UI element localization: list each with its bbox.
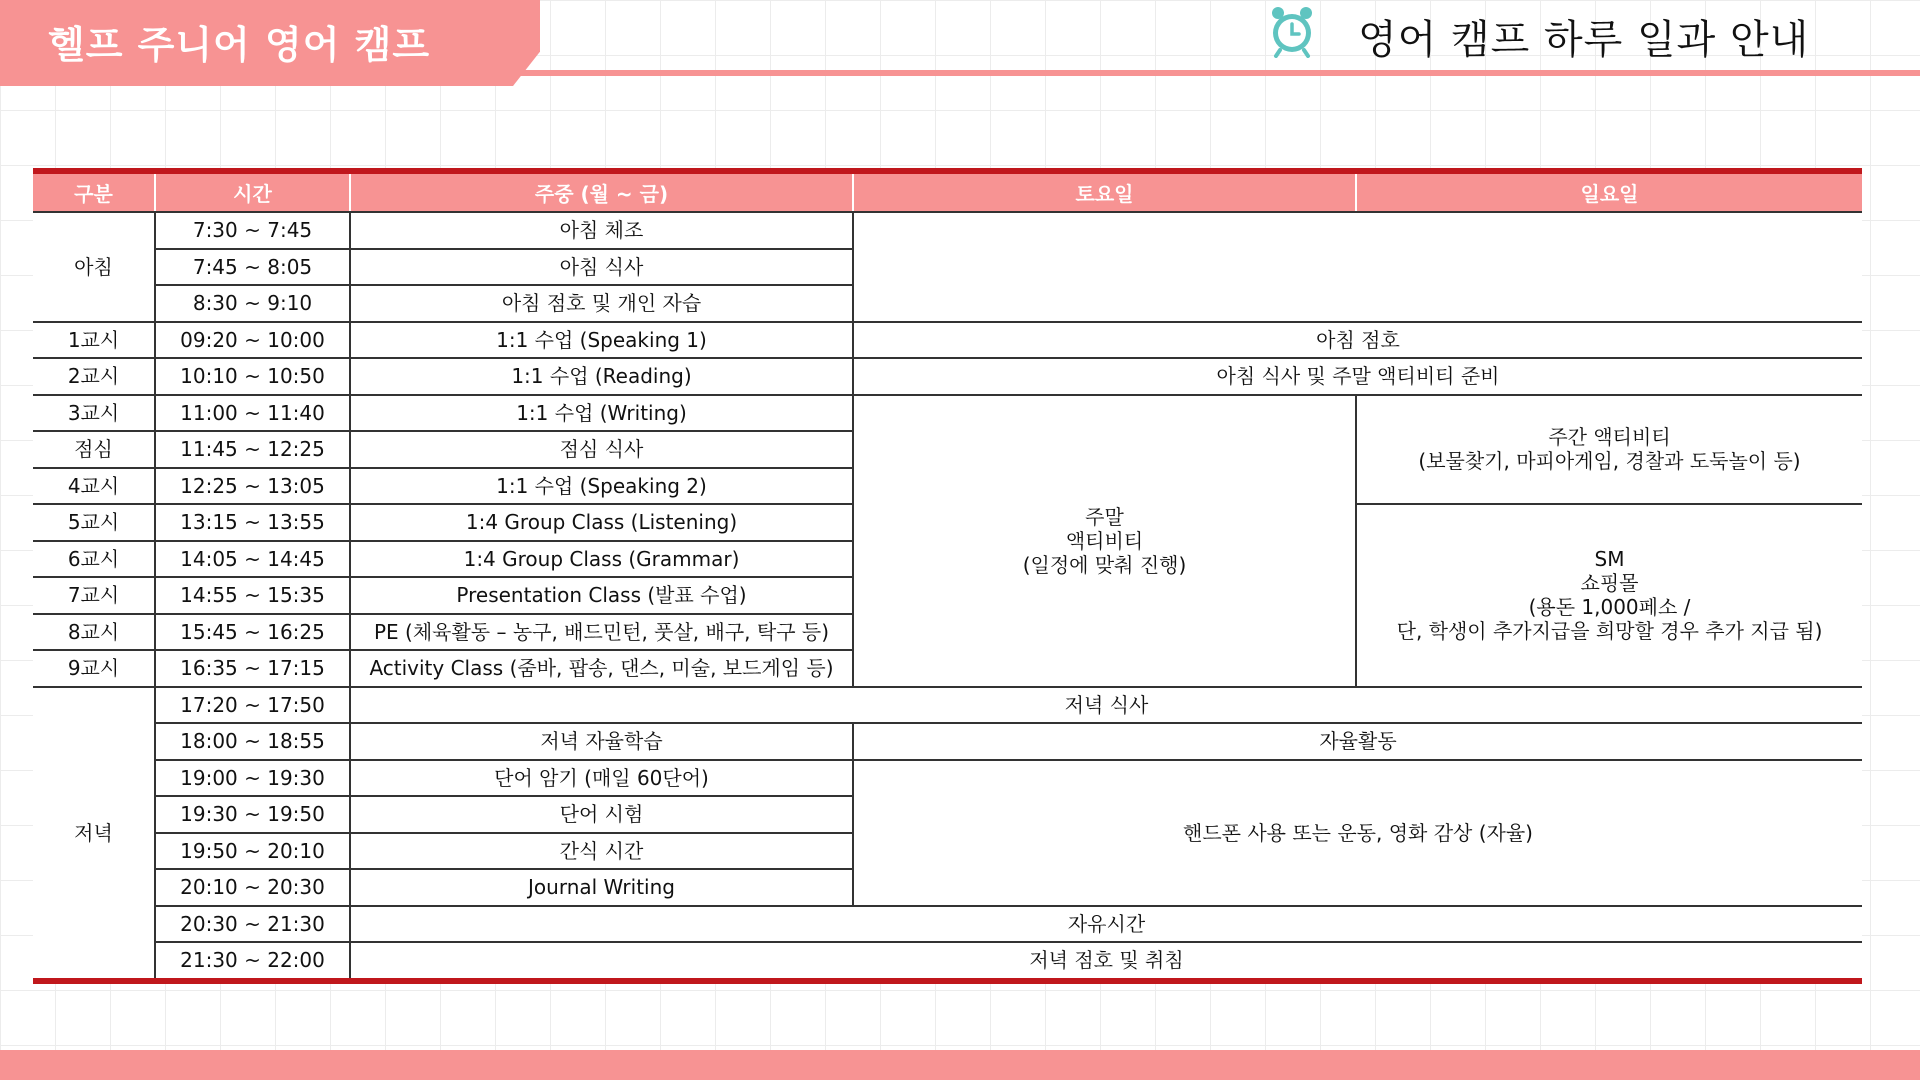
weekday-cell: Presentation Class (발표 수업) xyxy=(350,577,853,614)
period-cell: 8교시 xyxy=(33,614,155,651)
saturday-activity xyxy=(853,395,1356,687)
table-header-row xyxy=(33,171,1862,212)
period-cell: 4교시 xyxy=(33,468,155,505)
period-cell: 6교시 xyxy=(33,541,155,578)
table-row xyxy=(33,322,1862,359)
time-cell: 19:50 ~ 20:10 xyxy=(155,833,350,870)
free-time-cell: 자유시간 xyxy=(350,906,1862,943)
saturday-activity-line: 주말 xyxy=(1085,504,1124,529)
weekday-cell: 아침 점호 및 개인 자습 xyxy=(350,285,853,322)
weekday-cell: 간식 시간 xyxy=(350,833,853,870)
weekend-morning-rollcall: 아침 점호 xyxy=(853,322,1862,359)
sunday-shopping-line: SM xyxy=(1594,547,1625,572)
header-saturday: 토요일 xyxy=(853,171,1356,212)
weekend-phone-time: 핸드폰 사용 또는 운동, 영화 감상 (자율) xyxy=(853,760,1862,906)
table-row xyxy=(33,687,1862,724)
time-cell: 7:45 ~ 8:05 xyxy=(155,249,350,286)
sunday-shopping-line: (용돈 1,000페소 / xyxy=(1528,595,1691,620)
sunday-shopping xyxy=(1356,504,1862,687)
camp-title: 헬프 주니어 영어 캠프 xyxy=(48,23,431,67)
table-row xyxy=(33,760,1862,797)
time-cell: 09:20 ~ 10:00 xyxy=(155,322,350,359)
time-cell: 17:20 ~ 17:50 xyxy=(155,687,350,724)
weekday-cell: 1:1 수업 (Reading) xyxy=(350,358,853,395)
weekday-cell: 1:4 Group Class (Listening) xyxy=(350,504,853,541)
time-cell: 7:30 ~ 7:45 xyxy=(155,212,350,249)
weekday-cell: PE (체육활동 – 농구, 배드민턴, 풋살, 배구, 탁구 등) xyxy=(350,614,853,651)
table-row xyxy=(33,906,1862,943)
header-weekday: 주중 (월 ~ 금) xyxy=(350,171,853,212)
page-title: 영어 캠프 하루 일과 안내 xyxy=(1358,17,1810,63)
time-cell: 21:30 ~ 22:00 xyxy=(155,942,350,981)
alarm-clock-icon xyxy=(1264,2,1320,58)
weekday-cell: 단어 시험 xyxy=(350,796,853,833)
weekday-cell: 아침 체조 xyxy=(350,212,853,249)
weekend-breakfast-prep: 아침 식사 및 주말 액티비티 준비 xyxy=(853,358,1862,395)
period-cell: 2교시 xyxy=(33,358,155,395)
period-cell: 9교시 xyxy=(33,650,155,687)
weekday-cell: 점심 식사 xyxy=(350,431,853,468)
weekday-cell: 저녁 자율학습 xyxy=(350,723,853,760)
header-divider xyxy=(512,70,1920,76)
time-cell: 18:00 ~ 18:55 xyxy=(155,723,350,760)
sunday-activity-line: (보물찾기, 마피아게임, 경찰과 도둑놀이 등) xyxy=(1418,449,1801,474)
weekday-cell: 1:1 수업 (Writing) xyxy=(350,395,853,432)
header-sunday: 일요일 xyxy=(1356,171,1862,212)
weekday-cell: 1:1 수업 (Speaking 2) xyxy=(350,468,853,505)
weekend-morning-empty xyxy=(853,212,1862,322)
time-cell: 20:30 ~ 21:30 xyxy=(155,906,350,943)
weekday-cell: 1:4 Group Class (Grammar) xyxy=(350,541,853,578)
time-cell: 8:30 ~ 9:10 xyxy=(155,285,350,322)
saturday-activity-line: (일정에 맞춰 진행) xyxy=(1022,552,1187,577)
sunday-shopping-line: 단, 학생이 추가지급을 희망할 경우 추가 지급 됨) xyxy=(1396,619,1823,644)
time-cell: 14:05 ~ 14:45 xyxy=(155,541,350,578)
saturday-activity-line: 액티비티 xyxy=(1065,528,1144,553)
group-evening: 저녁 xyxy=(33,687,155,981)
time-cell: 11:00 ~ 11:40 xyxy=(155,395,350,432)
table-row xyxy=(33,723,1862,760)
time-cell: 16:35 ~ 17:15 xyxy=(155,650,350,687)
period-cell: 3교시 xyxy=(33,395,155,432)
table-row xyxy=(33,212,1862,249)
period-cell: 7교시 xyxy=(33,577,155,614)
table-row xyxy=(33,358,1862,395)
table-row xyxy=(33,942,1862,981)
time-cell: 12:25 ~ 13:05 xyxy=(155,468,350,505)
weekday-cell: Journal Writing xyxy=(350,869,853,906)
time-cell: 13:15 ~ 13:55 xyxy=(155,504,350,541)
period-cell: 점심 xyxy=(33,431,155,468)
header-time: 시간 xyxy=(155,171,350,212)
dinner-cell: 저녁 식사 xyxy=(350,687,1862,724)
time-cell: 15:45 ~ 16:25 xyxy=(155,614,350,651)
period-cell: 5교시 xyxy=(33,504,155,541)
time-cell: 11:45 ~ 12:25 xyxy=(155,431,350,468)
time-cell: 20:10 ~ 20:30 xyxy=(155,869,350,906)
group-morning: 아침 xyxy=(33,212,155,322)
weekday-cell: 아침 식사 xyxy=(350,249,853,286)
sunday-weekly-activity xyxy=(1356,395,1862,505)
weekend-self-activity: 자율활동 xyxy=(853,723,1862,760)
weekday-cell: 단어 암기 (매일 60단어) xyxy=(350,760,853,797)
time-cell: 10:10 ~ 10:50 xyxy=(155,358,350,395)
weekday-cell: 1:1 수업 (Speaking 1) xyxy=(350,322,853,359)
schedule-table xyxy=(33,168,1862,984)
table-row xyxy=(33,395,1862,432)
time-cell: 14:55 ~ 15:35 xyxy=(155,577,350,614)
header-category: 구분 xyxy=(33,171,155,212)
period-cell: 1교시 xyxy=(33,322,155,359)
weekday-cell: Activity Class (줌바, 팝송, 댄스, 미술, 보드게임 등) xyxy=(350,650,853,687)
footer-bar xyxy=(0,1050,1920,1080)
sunday-activity-line: 주간 액티비티 xyxy=(1548,425,1671,450)
time-cell: 19:30 ~ 19:50 xyxy=(155,796,350,833)
night-rollcall-cell: 저녁 점호 및 취침 xyxy=(350,942,1862,981)
sunday-shopping-line: 쇼핑몰 xyxy=(1580,571,1639,596)
time-cell: 19:00 ~ 19:30 xyxy=(155,760,350,797)
